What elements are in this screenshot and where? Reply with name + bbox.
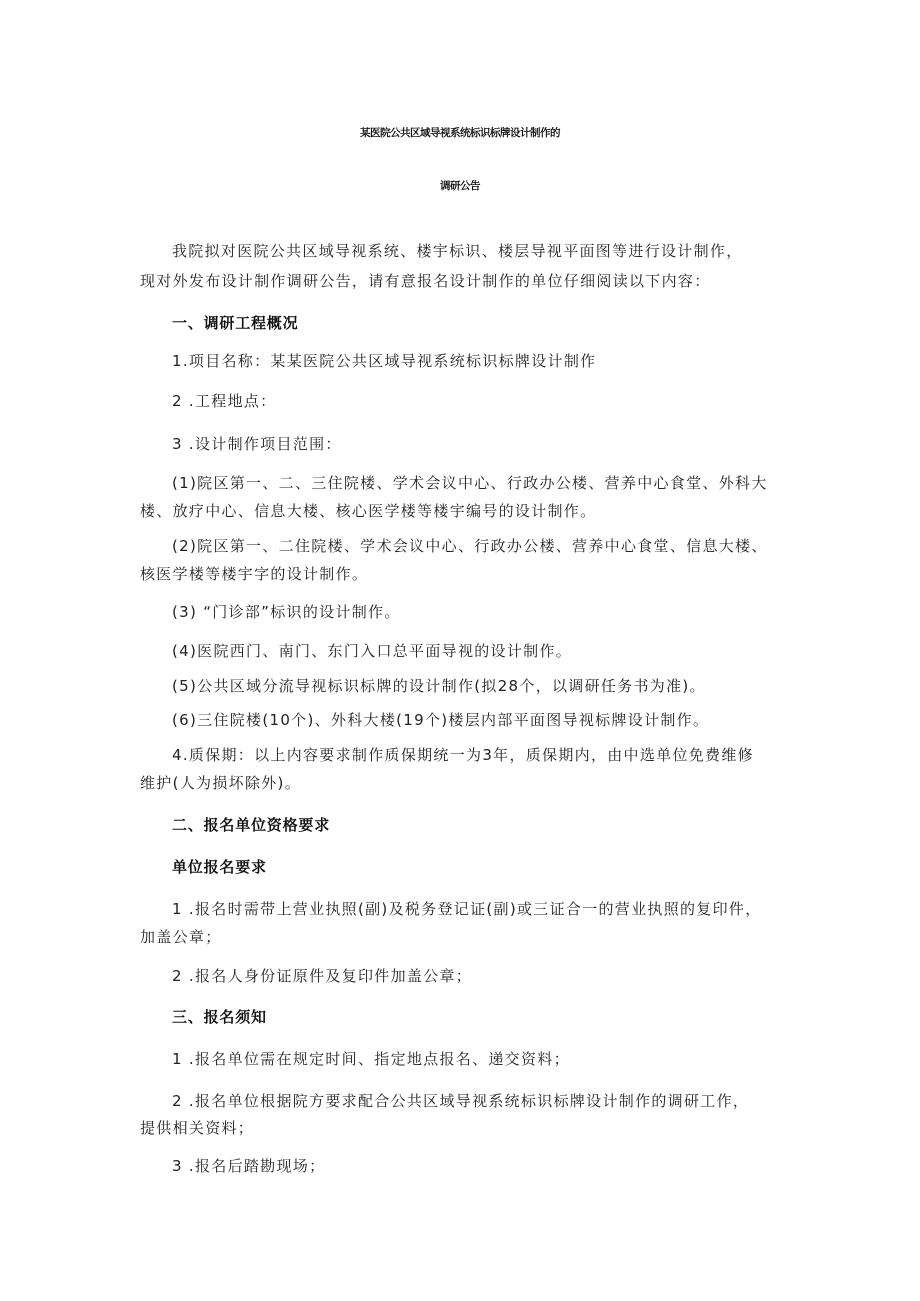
section-2-item-1-line-2: 加盖公章； [140,928,222,946]
section-1-item-1: 1.项目名称：某某医院公共区域导视系统标识标牌设计制作 [172,352,597,370]
scope-1-line-1: (1)院区第一、二、三住院楼、学术会议中心、行政办公楼、营养中心食堂、外科大 [172,474,768,492]
intro-paragraph-line-1: 我院拟对医院公共区域导视系统、楼宇标识、楼层导视平面图等进行设计制作， [172,242,743,260]
scope-1-line-2: 楼、放疗中心、信息大楼、核心医学楼等楼宇编号的设计制作。 [140,502,597,520]
section-3-item-2-line-2: 提供相关资料； [140,1119,255,1137]
scope-6: (6)三住院楼(10个)、外科大楼(19个)楼层内部平面图导视标牌设计制作。 [172,711,710,729]
section-3-item-2-line-1: 2 .报名单位根据院方要求配合公共区域导视系统标识标牌设计制作的调研工作， [172,1092,750,1110]
section-1-item-3: 3 .设计制作项目范围： [172,435,342,453]
scope-2-line-1: (2)院区第一、二住院楼、学术会议中心、行政办公楼、营养中心食堂、信息大楼、 [172,537,768,555]
section-1-item-2: 2 .工程地点： [172,392,277,410]
section-1-item-4-line-2: 维护(人为损坏除外)。 [140,774,302,792]
scope-4: (4)医院西门、南门、东门入口总平面导视的设计制作。 [172,642,573,660]
scope-3: (3) “门诊部”标识的设计制作。 [172,603,401,621]
section-2-subheading: 单位报名要求 [172,858,267,876]
section-3-item-1: 1 .报名单位需在规定时间、指定地点报名、递交资料； [172,1050,570,1068]
section-2-heading: 二、报名单位资格要求 [172,816,331,834]
section-1-item-4-line-1: 4.质保期：以上内容要求制作质保期统一为3年，质保期内，由中选单位免费维修 [172,746,754,764]
document-title-line-1: 某医院公共区域导视系统标识标牌设计制作的 [360,127,560,139]
section-2-item-1-line-1: 1 .报名时需带上营业执照(副)及税务登记证(副)或三证合一的营业执照的复印件， [172,900,762,918]
section-3-heading: 三、报名须知 [172,1008,267,1026]
document-title-line-2: 调研公告 [440,180,480,192]
scope-5: (5)公共区域分流导视标识标牌的设计制作(拟28个，以调研任务书为准)。 [172,677,706,695]
section-1-heading: 一、调研工程概况 [172,314,299,332]
section-3-item-3: 3 .报名后踏勘现场； [172,1157,326,1175]
intro-paragraph-line-2: 现对外发布设计制作调研公告，请有意报名设计制作的单位仔细阅读以下内容： [140,272,711,290]
scope-2-line-2: 核医学楼等楼宇字的设计制作。 [140,565,369,583]
section-2-item-2: 2 .报名人身份证原件及复印件加盖公章； [172,967,473,985]
